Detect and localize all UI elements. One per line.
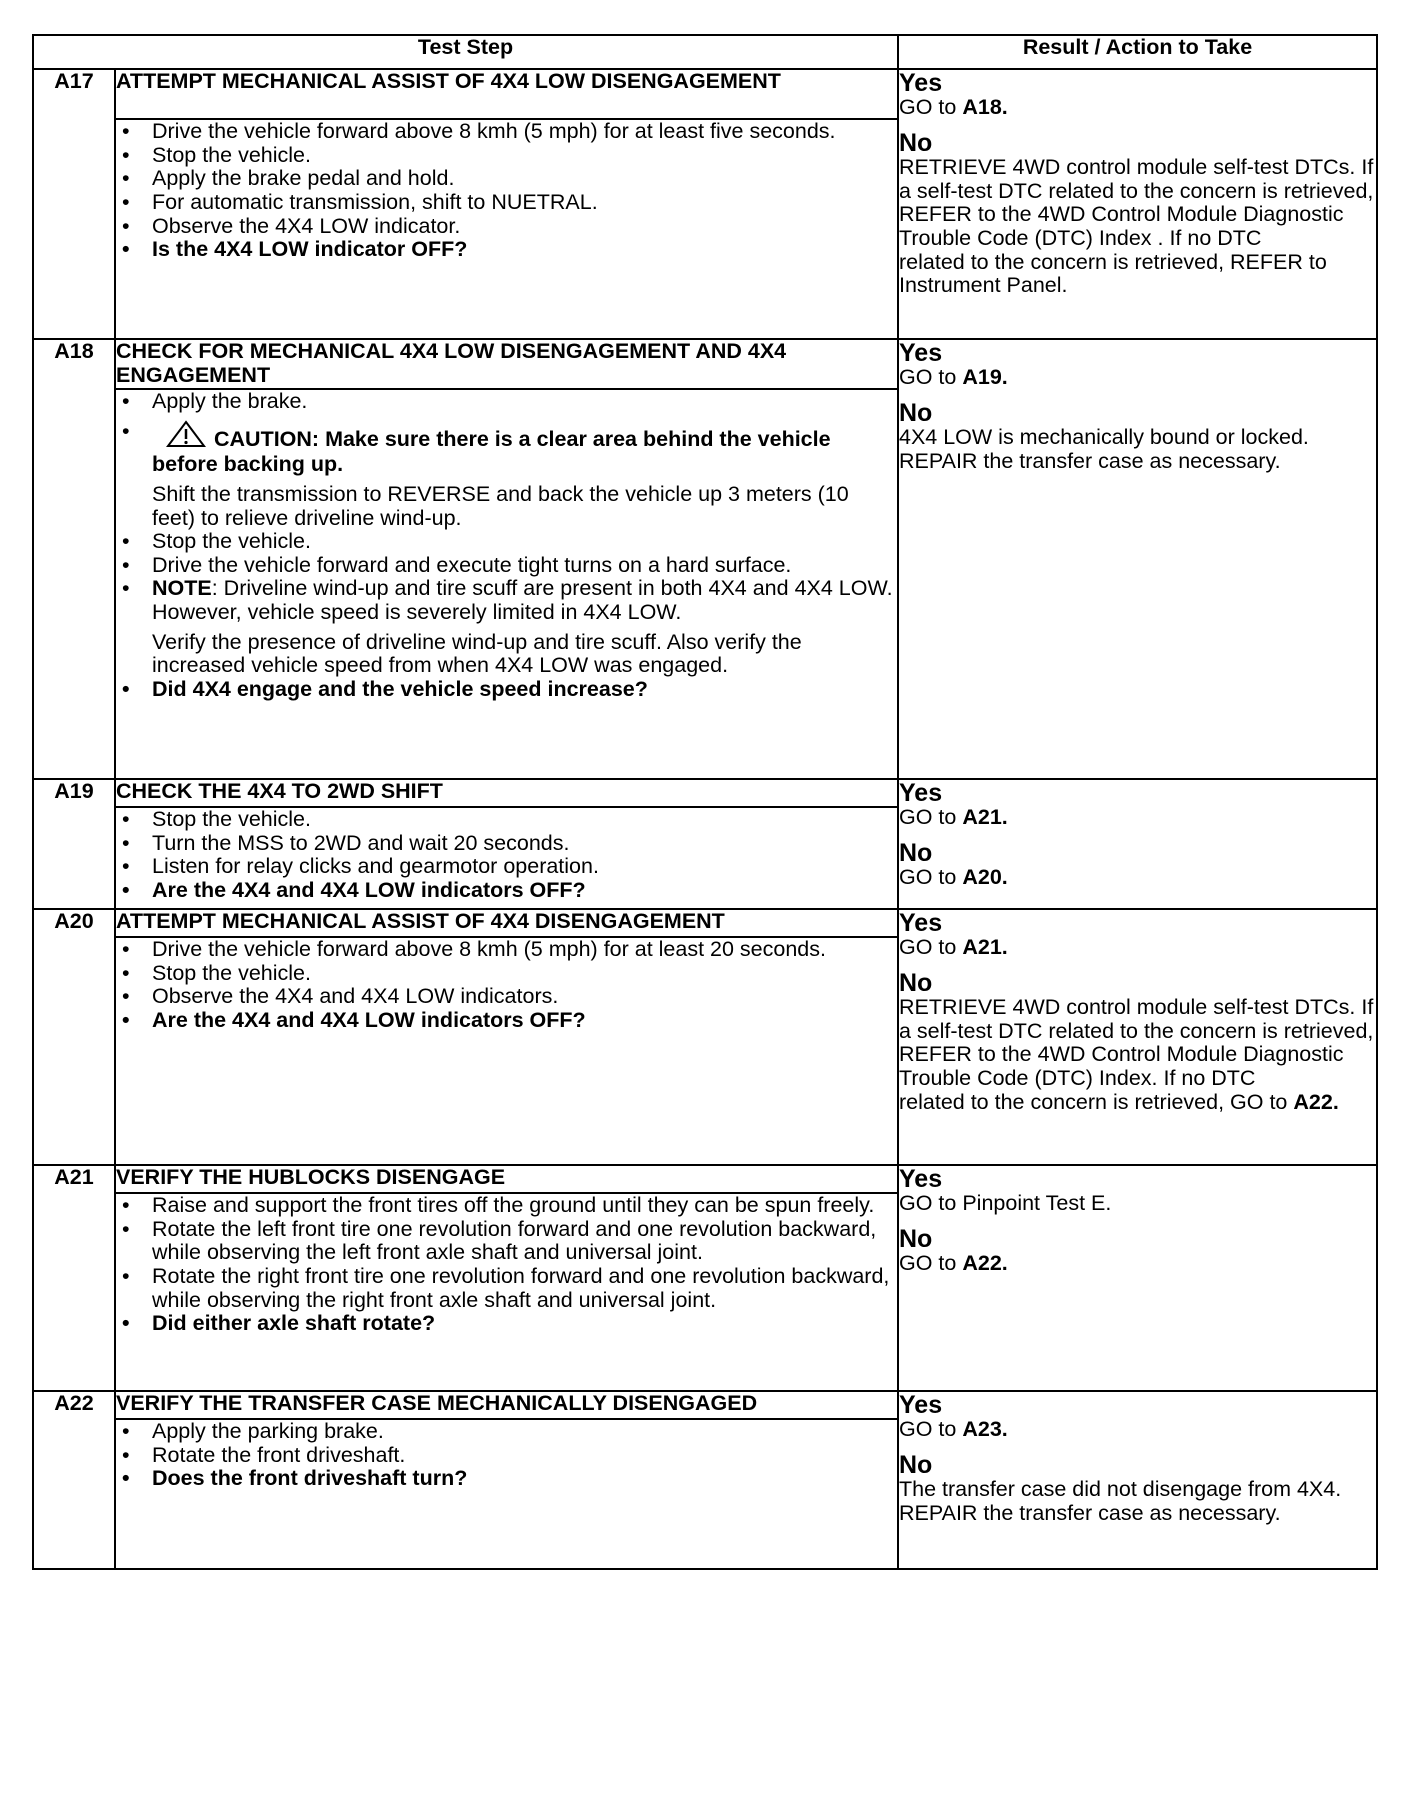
yes-action: GO to A23.	[899, 1417, 1008, 1442]
test-step-header: Test Step	[33, 35, 898, 69]
step-a21-instructions	[115, 1193, 898, 1391]
list-item: • Rotate the front driveshaft.	[116, 1444, 897, 1468]
step-title: ATTEMPT MECHANICAL ASSIST OF 4X4 DISENGAGEMENT	[115, 909, 898, 937]
yes-step-link[interactable]: A19.	[962, 365, 1008, 390]
yes-action: GO to A19.	[899, 365, 1008, 390]
no-label: No	[899, 1450, 933, 1479]
step-a22-title-row	[33, 1391, 1377, 1419]
no-step-link[interactable]: A20.	[962, 865, 1008, 890]
no-step-link[interactable]: A22.	[1293, 1089, 1339, 1114]
step-a19-title-row	[33, 779, 1377, 807]
no-label: No	[899, 968, 933, 997]
no-action: 4X4 LOW is mechanically bound or locked. REPAIR the transfer case as necessary.	[899, 425, 1309, 473]
step-a20-title-row	[33, 909, 1377, 937]
caution-text: CAUTION: Make sure there is a clear area behind the vehicle before backing up.	[152, 426, 831, 477]
step-question: • Did either axle shaft rotate?	[116, 1312, 897, 1336]
step-a18-result	[898, 339, 1377, 779]
yes-action: GO to A18.	[899, 95, 1008, 120]
no-action-continued: related to the concern is retrieved, GO to A22.	[899, 1089, 1339, 1114]
yes-step-link[interactable]: A21.	[962, 935, 1008, 960]
no-action: The transfer case did not disengage from 4X4. REPAIR the transfer case as necessary.	[899, 1477, 1342, 1525]
yes-step-link[interactable]: A23.	[962, 1417, 1008, 1442]
no-action: GO to A22.	[899, 1251, 1008, 1276]
list-item: • Raise and support the front tires off the ground until they can be spun freely.	[116, 1194, 897, 1218]
no-label: No	[899, 128, 933, 157]
list-item: • Observe the 4X4 LOW indicator.	[116, 215, 897, 239]
no-action: RETRIEVE 4WD control module self-test DTCs. If a self-test DTC related to the concern is retrieved, REFER to the 4WD Control Module Diagnostic Trouble Code (DTC) Index. If no DTC	[899, 995, 1374, 1091]
list-item: • Stop the vehicle.	[116, 144, 897, 168]
list-item: • Drive the vehicle forward above 8 kmh (5 mph) for at least five seconds.	[116, 120, 897, 144]
step-id: A18	[33, 339, 115, 779]
yes-label: Yes	[899, 1165, 943, 1193]
step-question: • Is the 4X4 LOW indicator OFF?	[116, 238, 897, 262]
note-item	[116, 577, 897, 624]
step-id: A20	[33, 909, 115, 1165]
note-followup: Verify the presence of driveline wind-up and tire scuff. Also verify the increased vehicle speed from when 4X4 LOW was engaged.	[152, 629, 802, 678]
step-a19-instructions	[115, 807, 898, 909]
step-a21-result	[898, 1165, 1377, 1391]
step-a22-instructions	[115, 1419, 898, 1569]
note-label: NOTE	[152, 576, 212, 601]
step-title: ATTEMPT MECHANICAL ASSIST OF 4X4 LOW DISENGAGEMENT	[115, 69, 898, 119]
step-id: A22	[33, 1391, 115, 1569]
yes-step-link[interactable]: A18.	[962, 95, 1008, 120]
list-item: • Stop the vehicle.	[116, 530, 897, 554]
no-label: No	[899, 1224, 933, 1253]
diagnostic-table-container	[32, 34, 1376, 1570]
caution-instruction: Shift the transmission to REVERSE and back the vehicle up 3 meters (10 feet) to relieve driveline wind-up.	[152, 481, 849, 530]
no-label: No	[899, 838, 933, 867]
list-item: • Apply the brake pedal and hold.	[116, 167, 897, 191]
step-a17-title-row	[33, 69, 1377, 119]
yes-label: Yes	[899, 779, 943, 807]
no-action: RETRIEVE 4WD control module self-test DTCs. If a self-test DTC related to the concern is retrieved, REFER to the 4WD Control Module Diagnostic Trouble Code (DTC) Index . If no DTC	[899, 155, 1374, 251]
list-item: • Drive the vehicle forward and execute tight turns on a hard surface.	[116, 554, 897, 578]
no-action: GO to A20.	[899, 865, 1008, 890]
step-a17-result	[898, 69, 1377, 339]
step-a22-result	[898, 1391, 1377, 1569]
step-question: • Does the front driveshaft turn?	[116, 1467, 897, 1491]
step-a19-result	[898, 779, 1377, 909]
yes-label: Yes	[899, 339, 943, 367]
yes-label: Yes	[899, 69, 943, 97]
step-a18-instructions	[115, 389, 898, 779]
step-question: • Are the 4X4 and 4X4 LOW indicators OFF?	[116, 879, 897, 903]
step-title: VERIFY THE HUBLOCKS DISENGAGE	[115, 1165, 898, 1193]
step-question: • Are the 4X4 and 4X4 LOW indicators OFF?	[116, 1009, 897, 1033]
step-id: A17	[33, 69, 115, 339]
step-title: VERIFY THE TRANSFER CASE MECHANICALLY DISENGAGED	[115, 1391, 898, 1419]
step-a17-instructions	[115, 119, 898, 339]
step-id: A19	[33, 779, 115, 909]
no-action-continued: related to the concern is retrieved, REFER to Instrument Panel.	[899, 249, 1327, 298]
step-a20-result	[898, 909, 1377, 1165]
caution-item	[116, 420, 897, 477]
list-item: • Rotate the right front tire one revolution forward and one revolution backward, while observing the right front axle shaft and universal joint.	[116, 1265, 897, 1312]
no-label: No	[899, 398, 933, 427]
list-item: • Stop the vehicle.	[116, 962, 897, 986]
no-step-link[interactable]: A22.	[962, 1251, 1008, 1276]
step-id: A21	[33, 1165, 115, 1391]
pinpoint-test-table	[32, 34, 1378, 1570]
yes-action: GO to A21.	[899, 805, 1008, 830]
yes-label: Yes	[899, 909, 943, 937]
yes-action: GO to A21.	[899, 935, 1008, 960]
list-item: • Rotate the left front tire one revolution forward and one revolution backward, while observing the left front axle shaft and universal joint.	[116, 1218, 897, 1265]
step-title: CHECK FOR MECHANICAL 4X4 LOW DISENGAGEMENT AND 4X4 ENGAGEMENT	[115, 339, 898, 389]
table-header-row	[33, 35, 1377, 69]
list-item: • Apply the brake.	[116, 390, 897, 414]
note-text: : Driveline wind-up and tire scuff are present in both 4X4 and 4X4 LOW. However, vehicle speed is severely limited in 4X4 LOW.	[152, 576, 893, 625]
yes-step-link[interactable]: A21.	[962, 805, 1008, 830]
list-item: • Listen for relay clicks and gearmotor operation.	[116, 855, 897, 879]
warning-triangle-icon	[166, 420, 206, 454]
yes-label: Yes	[899, 1391, 943, 1419]
list-item: • Drive the vehicle forward above 8 kmh (5 mph) for at least 20 seconds.	[116, 938, 897, 962]
list-item: • Stop the vehicle.	[116, 808, 897, 832]
list-item: • Observe the 4X4 and 4X4 LOW indicators.	[116, 985, 897, 1009]
yes-action: GO to Pinpoint Test E.	[899, 1191, 1112, 1216]
list-item: • Turn the MSS to 2WD and wait 20 seconds.	[116, 832, 897, 856]
step-question: • Did 4X4 engage and the vehicle speed increase?	[116, 678, 897, 702]
list-item: • Apply the parking brake.	[116, 1420, 897, 1444]
step-a18-title-row	[33, 339, 1377, 389]
step-a21-title-row	[33, 1165, 1377, 1193]
list-item: • For automatic transmission, shift to NUETRAL.	[116, 191, 897, 215]
result-action-header: Result / Action to Take	[898, 35, 1377, 69]
step-title: CHECK THE 4X4 TO 2WD SHIFT	[115, 779, 898, 807]
step-a20-instructions	[115, 937, 898, 1165]
